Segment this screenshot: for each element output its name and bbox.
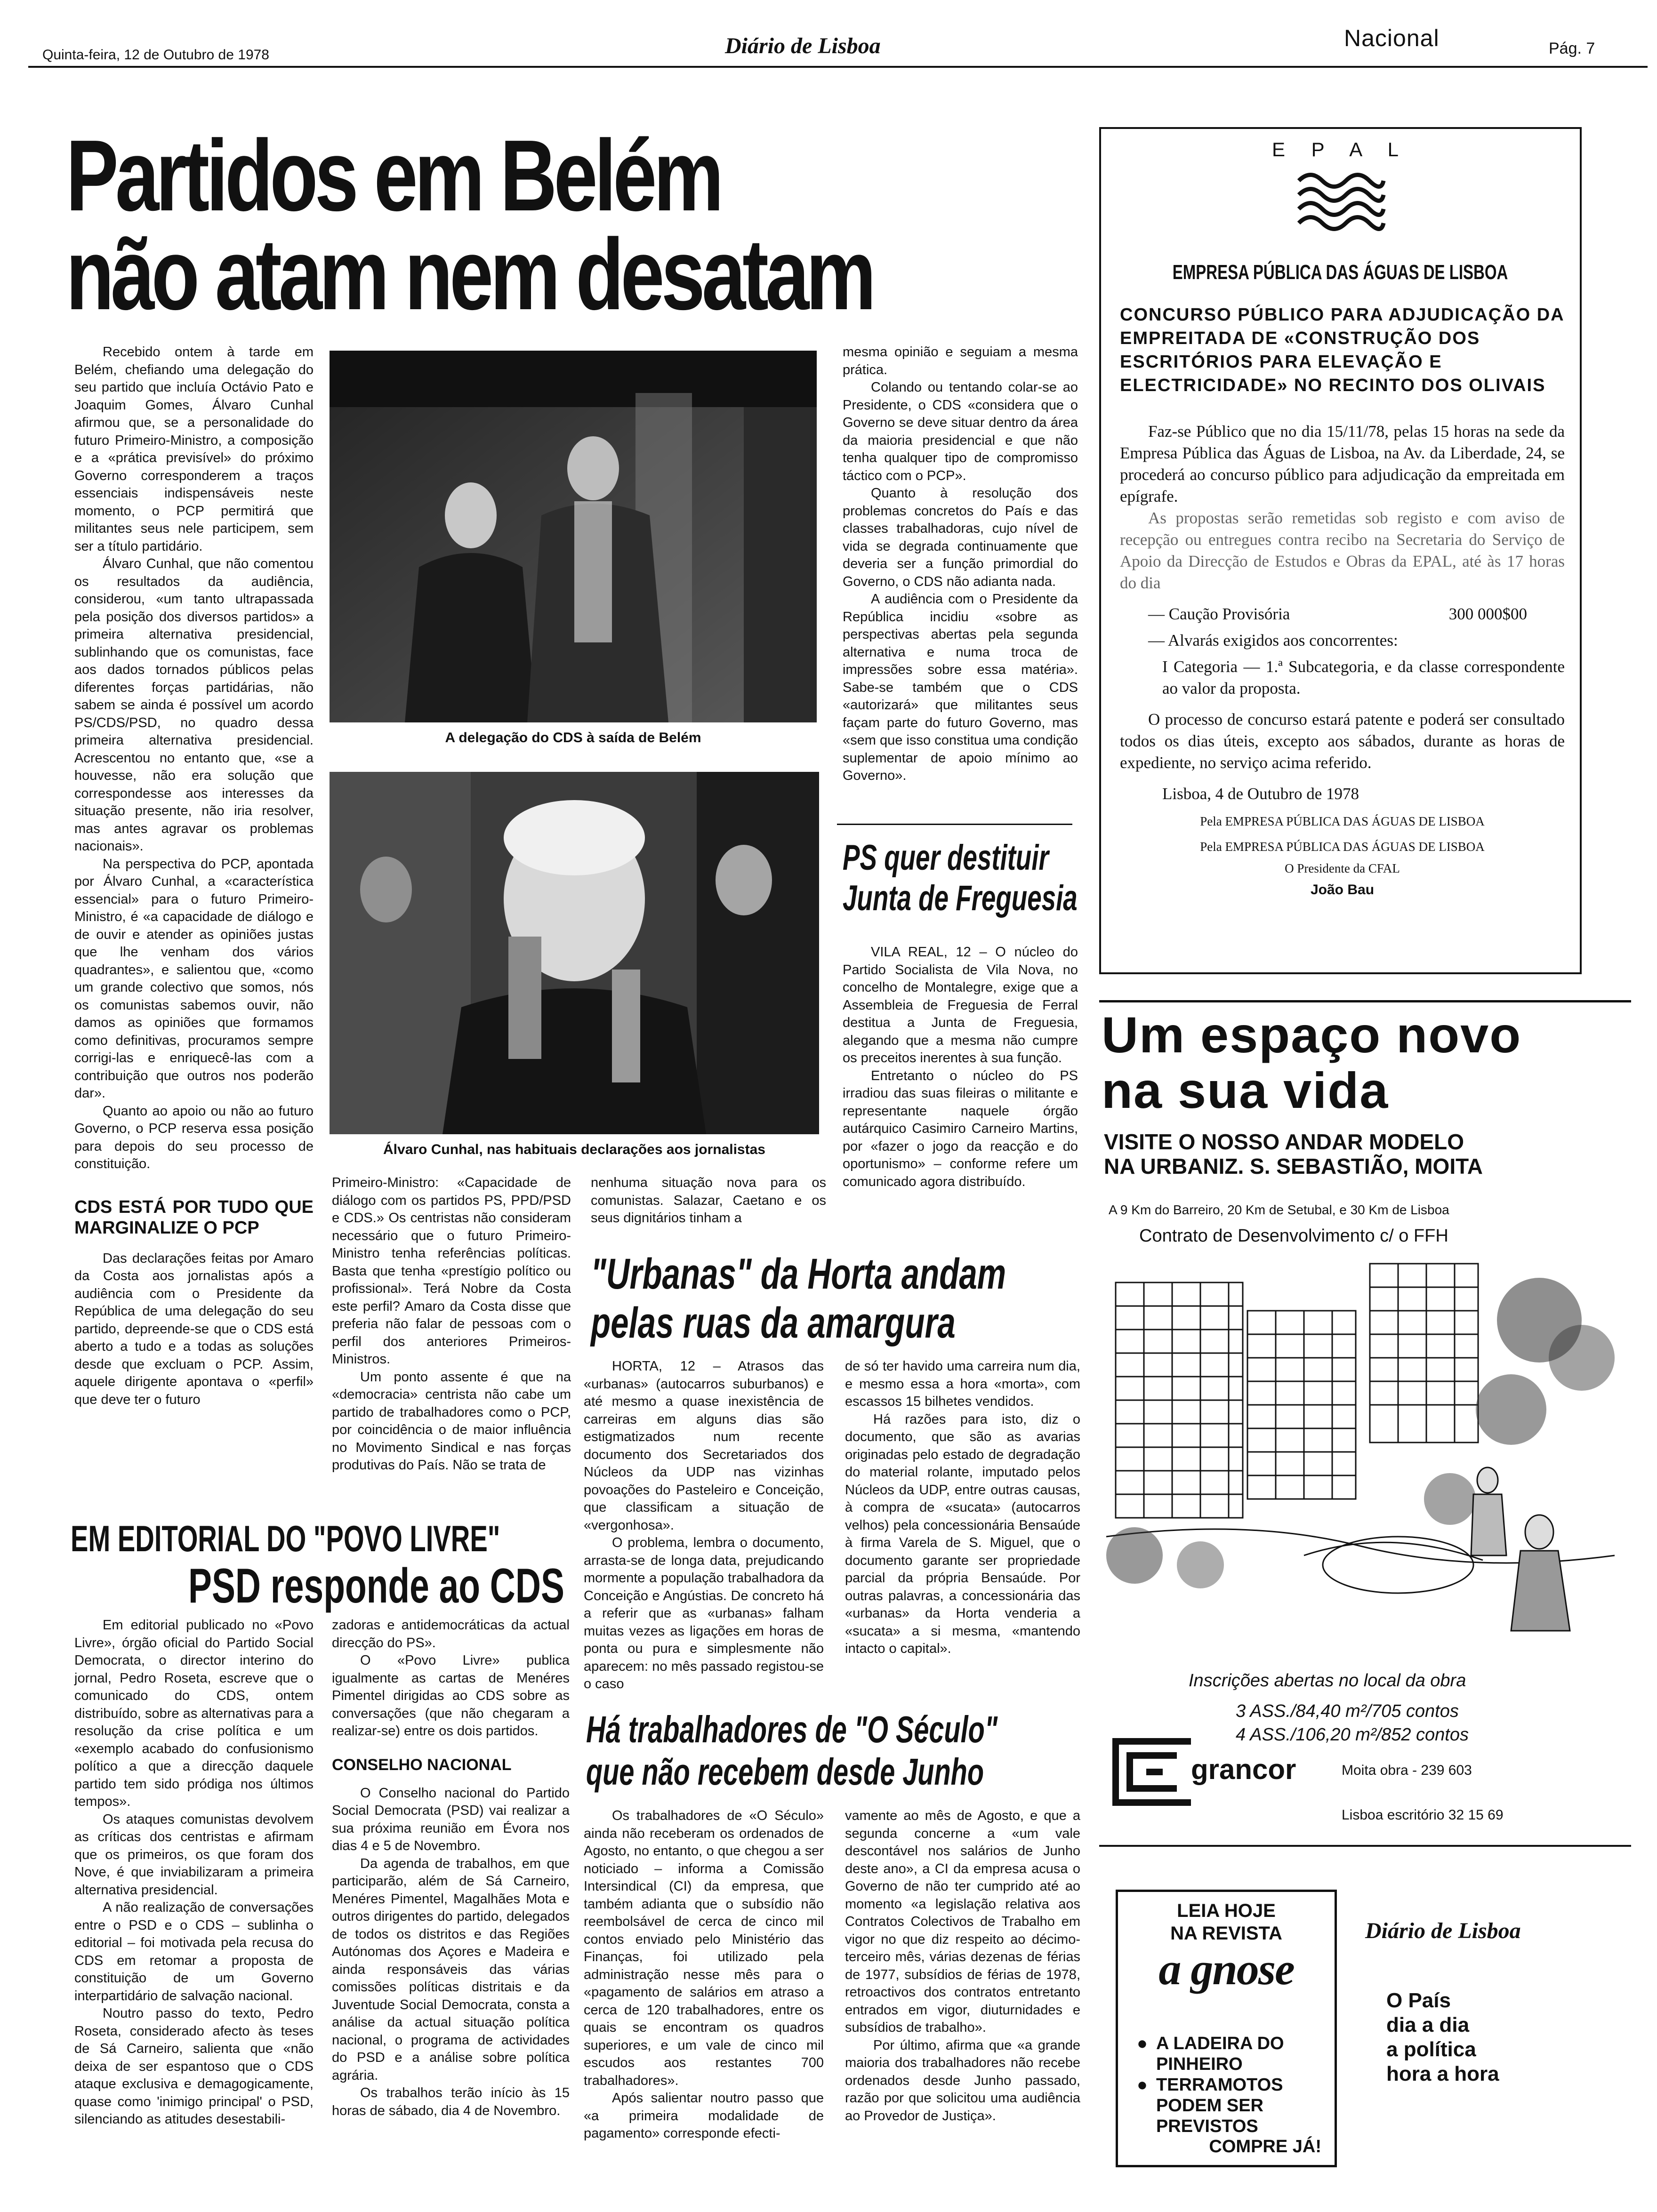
psd-headline: [71, 1518, 570, 1613]
epal-sig1: Pela EMPRESA PÚBLICA DAS ÁGUAS DE LISBOA: [1200, 814, 1485, 828]
paragraph: Na perspectiva do PCP, apontada por Álvaro Cunhal, a «característica essencial» para o futuro Primeiro-Ministro, é «a capacidade de diálogo e de ouvir e atender as opiniões justas que lhe venham dos vários quadrantes», e salientou que, «como um grande colectivo que somos, nós os comunistas sabemos ouvir, não damos as opiniões que formamos como definitivas, procuramos sempre corrigi-las e enriquecê-las com a contribuição que outros nos poderão dar».: [74, 856, 314, 1101]
grancor-illustration: [1106, 1254, 1615, 1659]
grancor-logo-icon: [1111, 1737, 1196, 1810]
bullet-icon: ●: [1137, 2075, 1148, 2095]
epal-caucao-row: [1120, 603, 1565, 625]
epal-ad: [1099, 127, 1582, 974]
epal-alvaras: — Alvarás exigidos aos concorrentes:: [1148, 631, 1398, 649]
ps-headline-line1: PS quer destituir: [843, 838, 1049, 878]
grancor-phone2: Lisboa escritório 32 15 69: [1342, 1807, 1504, 1823]
grancor-headline: [1102, 1007, 1521, 1118]
photo2-caption: Álvaro Cunhal, nas habituais declarações aos jornalistas: [383, 1142, 765, 1157]
urbanas-headline-line2: pelas ruas da amargura: [591, 1299, 956, 1347]
paragraph: VILA REAL, 12 – O núcleo do Partido Socialista de Vila Nova, no concelho de Montalegre, exige que a Assembleia de Freguesia de Ferral destitua a Junta de Freguesia, alegando que a mesma não cumpre os preceitos inerentes à sua função.: [843, 945, 1078, 1066]
section-name: Nacional: [1344, 25, 1440, 51]
paragraph: O Conselho nacional do Partido Social Democrata (PSD) vai realizar a sua próxima reunião em Évora nos dias 4 e 5 de Novembro.: [332, 1785, 570, 1853]
header-rule: [28, 66, 1648, 68]
epal-body2: As propostas serão remetidas sob registo e com aviso de recepção ou entregues contra recibo na Secretaria do Serviço de Apoio da Direcção de Estudos e Obras da EPAL, até às 17 horas do dia: [1120, 509, 1565, 592]
grancor-bottom-rule: [1099, 1845, 1631, 1847]
gnose-items: [1137, 2033, 1335, 2137]
seculo-col1: [584, 1807, 824, 2143]
paragraph: A não realização de conversações entre o PSD e o CDS – sublinha o editorial – foi motivada pela recusa do CDS em retomar a proposta de constituição de um Governo interpartidário de salvação nacional.: [74, 1900, 314, 2004]
paragraph: Um ponto assente é que na «democracia» centrista não cabe um partido de trabalhadores como o PCP, por coincidência o de maior influência no Movimento Sindical e nas forças produtivas do País. Não se trata de: [332, 1369, 571, 1473]
dl-promo-line1: O País: [1386, 1989, 1451, 2012]
paragraph: Há razões para isto, diz o documento, que são as avarias originadas pelo estado de degradação do material rolante, imputado pelos Núcleos da UDP, entre outras causas, à compra de «sucata» (autocarros velhos) pela concessionária Bensaúde à firma Varela de S. Miguel, que o documento garante ser propriedade parcial da própria Bensaúde. Por outras palavras, a concessionária das «urbanas» da Horta venderia a «sucata» a si mesma, «mantendo intacto o capital».: [845, 1411, 1080, 1656]
epal-sig2: Pela EMPRESA PÚBLICA DAS ÁGUAS DE LISBOA: [1200, 840, 1485, 854]
grancor-phone1: Moita obra - 239 603: [1342, 1763, 1472, 1778]
header-date: Quinta-feira, 12 de Outubro de 1978: [42, 47, 269, 63]
paragraph: Os trabalhadores de «O Século» ainda não receberam os ordenados de Agosto, no entanto, o que chegou a ser noticiado – informa a Comissão Intersindical (CI) da empresa, que também adianta que o subsídio não reembolsável de cerca de cinco mil contos enviado pelo Ministério das Finanças, foi utilizado pela administração nesse mês para o «pagamento de salários em atraso a cerca de 120 trabalhadores, entre os quais se encontram os quadros superiores, e um vale de cinco mil escudos aos restantes 700 trabalhadores».: [584, 1808, 824, 2088]
gnose-brand: a gnose: [1158, 1944, 1294, 1994]
paragraph: Entretanto o núcleo do PS irradiou das suas fileiras o militante e representante naquele órgão autárquico Casimiro Carneiro Martins, por «fazer o jogo da reacção e do oportunismo» – conforme refere um comunicado agora distribuído.: [843, 1068, 1078, 1189]
psd-col1: [74, 1617, 314, 2129]
paragraph: Colando ou tentando colar-se ao Presidente, o CDS «considera que o Governo se deve situar dentro da área da maioria presidencial e que não tenha qualquer tipo de compromisso táctico com o PCP».: [843, 380, 1078, 483]
epal-letters: E P A L: [1271, 138, 1409, 160]
urbanas-col2: [845, 1358, 1080, 1658]
ps-rule: [837, 824, 1072, 825]
epal-body1: Faz-se Público que no dia 15/11/78, pelas 15 horas na sede da Empresa Pública das Águas de Lisboa, na Av. da Liberdade, 24, se procederá ao concurso público para adjudicação da empreitada em epígrafe.: [1120, 422, 1565, 505]
dl-promo-line2: dia a dia: [1386, 2013, 1470, 2036]
epal-date: Lisboa, 4 de Outubro de 1978: [1162, 785, 1359, 803]
urbanas-headline: [591, 1250, 1144, 1347]
main-headline-line1: Partidos em Belém: [66, 119, 721, 232]
psd-kicker: EM EDITORIAL DO "POVO LIVRE": [71, 1518, 500, 1559]
grancor-price2: 4 ASS./106,20 m²/852 contos: [1236, 1725, 1469, 1745]
paragraph: Noutro passo do texto, Pedro Roseta, considerado afecto às teses de Sá Carneiro, salienta que «não deixa de ser espantoso que o CDS ataque exclusiva e demagogicamente, quase como 'inimigo principal' o PSD, silenciando as atitudes desestabili-: [74, 2006, 314, 2127]
urbanas-headline-line1: "Urbanas" da Horta andam: [591, 1250, 1006, 1298]
paragraph: O «Povo Livre» publica igualmente as cartas de Menéres Pimentel dirigidas ao CDS sobre as conversações (que não chegaram a realizar-se) entre os dois partidos.: [332, 1653, 570, 1739]
paragraph: Os ataques comunistas devolvem as críticas dos centristas e afirmam que os primeiros, os que foram dos Nove, é que inviabilizaram a primeira alternativa presidencial.: [74, 1811, 314, 1898]
paragraph: Por último, afirma que «a grande maioria dos trabalhadores não recebe ordenados desde Junho passado, razão por que solicitou uma audiência ao Provedor de Justiça».: [845, 2037, 1080, 2124]
paragraph: Recebido ontem à tarde em Belém, chefiando uma delegação do seu partido que incluía Octávio Pato e Joaquim Gomes, Álvaro Cunhal afirmou que, se a personalidade do futuro Primeiro-Ministro, a composição e a «prática previsível» do próximo Governo corresponderem a traços essenciais indispensáveis neste momento, o PCP permitirá que militantes seus nele participem, sem ser a título partidário.: [74, 345, 314, 554]
main-col3b: [591, 1174, 826, 1227]
seculo-headline-line1: Há trabalhadores de "O Século": [586, 1708, 998, 1750]
paragraph: Álvaro Cunhal, que não comentou os resultados da audiência, considerou, «um tanto ultrapassada pela posição dos diversos partidos» a primeira alternativa presidencial, sublinhando que os comunistas, face aos dados tornados públicos pelas diferentes forças partidárias, não sabem se ainda é possível um acordo PS/CDS/PSD, no quadro dessa primeira alternativa presidencial. Acrescentou no entanto que, «se a houvesse, não era solução que correspondesse aos interesses da situação presente, não iria resolver, mas antes agravar os problemas nacionais».: [74, 556, 314, 854]
paragraph: Primeiro-Ministro: «Capacidade de diálogo com os partidos PS, PPD/PSD e CDS.» Os centristas não consideram necessário que o futuro Primeiro-Ministro tenha referências políticas. Basta que tenha «prestígio político ou profissional». Terá Nobre da Costa este perfil? Amaro da Costa disse que preferia não falar de pessoas com o perfil dos anteriores Primeiros-Ministros.: [332, 1175, 571, 1367]
paragraph: zadoras e antidemocráticas da actual direcção do PS».: [332, 1618, 570, 1651]
psd-col2: [332, 1617, 570, 2120]
grancor-contract: Contrato de Desenvolvimento c/ o FFH: [1139, 1226, 1448, 1246]
photo1-caption: A delegação do CDS à saída de Belém: [445, 730, 701, 745]
gnose-cta: COMPRE JÁ!: [1209, 2137, 1321, 2156]
paragraph: Da agenda de trabalhos, em que participarão, além de Sá Carneiro, Menéres Pimentel, Magalhães Mota e outros dirigentes do partido, delegados de todos os distritos e das Regiões Autónomas dos Açores e Madeira e ainda responsáveis das várias comissões políticas distritais e da Juventude Social Democrata, consta a análise da actual situação política nacional, o programa de actividades do PSD e a análise sobre política agrária.: [332, 1856, 570, 2083]
urbanas-col1: [584, 1358, 824, 1693]
grancor-top-rule: [1099, 1000, 1631, 1002]
paragraph: O problema, lembra o documento, arrasta-se de longa data, prejudicando mormente a população trabalhadora da Conceição e Angústias. De concreto há a referir que as «urbanas» falham muitas vezes as ligações em horas de ponta ou pura e simplesmente não aparecem: no mês passado registou-se o caso: [584, 1535, 824, 1691]
main-headline: [66, 119, 1102, 331]
subhead-cds: CDS ESTÁ POR TUDO QUE MARGINALIZE O PCP: [74, 1197, 314, 1238]
gnose-item: ● TERRAMOTOS PODEM SER PREVISTOS: [1137, 2075, 1283, 2136]
main-col3a: [843, 344, 1078, 785]
paragraph: Quanto à resolução dos problemas concretos do País e das classes trabalhadoras, cujo nível de vida se degrada continuamente que deveria ser a função primordial do Governo, o CDS não adianta nada.: [843, 486, 1078, 589]
main-col2: [332, 1174, 571, 1475]
paragraph: nenhuma situação nova para os comunistas. Salazar, Caetano e os seus dignitários tinham a: [591, 1175, 826, 1226]
grancor-inscricoes: Inscrições abertas no local da obra: [1189, 1671, 1466, 1691]
subhead-conselho: CONSELHO NACIONAL: [332, 1755, 512, 1774]
grancor-headline-line2: na sua vida: [1102, 1062, 1389, 1119]
grancor-headline-line1: Um espaço novo: [1102, 1006, 1522, 1063]
epal-body: [1120, 421, 1565, 901]
paragraph: Das declarações feitas por Amaro da Costa aos jornalistas após a audiência com o Presidente da República de uma delegação do seu partido, depreende-se que o CDS está aberto a tudo e a todas as soluções desde que excluam o PCP. Assim, aquele dirigente apontava o «perfil» que deve ter o futuro: [74, 1250, 314, 1407]
epal-sig3: O Presidente da CFAL: [1285, 861, 1400, 875]
paragraph: Quanto ao apoio ou não ao futuro Governo, o PCP reserva essa posição para depois do seu processo de constituição.: [74, 1103, 314, 1171]
epal-caucao-label: — Caução Provisória: [1148, 605, 1290, 623]
grancor-distance: A 9 Km do Barreiro, 20 Km de Setubal, e 30 Km de Lisboa: [1109, 1202, 1449, 1217]
dl-promo-masthead: Diário de Lisboa: [1365, 1918, 1521, 1943]
paragraph: Após salientar noutro passo que «a primeira modalidade de pagamento» corresponde efecti-: [584, 2091, 824, 2141]
seculo-headline: [586, 1708, 1158, 1793]
masthead: Diário de Lisboa: [725, 33, 881, 58]
paragraph: de só ter havido uma carreira num dia, e mesmo essa a hora «morta», com escassos 15 bilhetes vendidos.: [845, 1359, 1080, 1409]
photo-cunhal: [330, 772, 819, 1134]
epal-logo-icon: [1294, 167, 1388, 244]
ps-body: [843, 944, 1078, 1191]
epal-title: CONCURSO PÚBLICO PARA ADJUDICAÇÃO DA EMPREITADA DE «CONSTRUÇÃO DOS ESCRITÓRIOS PARA ELEVAÇÃO E ELECTRICIDADE» NO RECINTO DOS OLIVAIS: [1120, 305, 1564, 395]
epal-body3: O processo de concurso estará patente e poderá ser consultado todos os dias úteis, excepto aos sábados, durante as horas de expediente, no serviço acima referido.: [1120, 710, 1565, 772]
paragraph: HORTA, 12 – Atrasos das «urbanas» (autocarros suburbanos) e até mesmo a quase inexistência de carreiras em alguns dias são estigmatizados num recente documento dos Secretariados dos Núcleos da UDP nas vizinhas povoações do Pasteleiro e Conceição, que classificam a situação de «vergonhosa».: [584, 1359, 824, 1533]
bullet-icon: ●: [1137, 2034, 1148, 2053]
paragraph: Os trabalhos terão início às 15 horas de sábado, dia 4 de Novembro.: [332, 2085, 570, 2118]
page-number: Pág. 7: [1549, 40, 1595, 57]
grancor-price1: 3 ASS./84,40 m²/705 contos: [1236, 1701, 1459, 1721]
epal-caucao-value: 300 000$00: [1448, 605, 1527, 623]
grancor-visit: [1104, 1130, 1483, 1178]
psd-headline-main: PSD responde ao CDS: [188, 1559, 564, 1613]
paragraph: A audiência com o Presidente da República incidiu «sobre as perspectivas abertas pela segunda alternativa e numa troca de impressões sobre essa matéria». Sabe-se também que o CDS «autorizará» que militantes seus façam parte do futuro Governo, mas «sem que isso constitua uma condição suplementar de apoio mínimo ao Governo».: [843, 592, 1078, 783]
gnose-line1: LEIA HOJE: [1177, 1900, 1276, 1921]
epal-signer: João Bau: [1310, 882, 1375, 898]
epal-company: EMPRESA PÚBLICA DAS ÁGUAS DE LISBOA: [1173, 261, 1508, 284]
seculo-headline-line2: que não recebem desde Junho: [586, 1751, 984, 1793]
ps-headline-line2: Junta de Freguesia: [843, 878, 1078, 918]
grancor-visit-line1: VISITE O NOSSO ANDAR MODELO: [1104, 1130, 1464, 1154]
paragraph: vamente ao mês de Agosto, e que a segunda concerne a «um vale descontável nos salários de Junho deste ano», a CI da empresa acusa o Governo de não ter cumprido até ao momento «a legislação relativa aos Contratos Colectivos de Trabalho em vigor no que diz respeito ao décimo-terceiro mês, várias dezenas de férias de 1977, subsídios de férias de 1978, retroactivos dos contratos entretanto entrados em vigor, diuturnidades e subsídios de trabalho».: [845, 1808, 1080, 2035]
dl-promo-text: [1386, 1988, 1499, 2086]
dl-promo-line3: a política: [1386, 2038, 1476, 2061]
seculo-col2: [845, 1807, 1080, 2125]
main-col1: [74, 344, 314, 1409]
gnose-line2: NA REVISTA: [1170, 1923, 1282, 1944]
dl-promo-line4: hora a hora: [1386, 2062, 1499, 2085]
grancor-brand: grancor: [1191, 1754, 1296, 1785]
main-headline-line2: não atam nem desatam: [66, 217, 873, 331]
grancor-visit-line2: NA URBANIZ. S. SEBASTIÃO, MOITA: [1104, 1154, 1483, 1178]
gnose-item: ● A LADEIRA DO PINHEIRO: [1137, 2034, 1284, 2074]
paragraph: mesma opinião e seguiam a mesma prática.: [843, 345, 1078, 377]
gnose-ad: [1116, 1890, 1337, 2167]
paragraph: Em editorial publicado no «Povo Livre», órgão oficial do Partido Social Democrata, o director interino do jornal, Pedro Roseta, escreve que o comunicado do CDS, ontem distribuído, sobre as alternativas para a resolução da crise política e um «exemplo acabado do confusionismo político a que a direcção daquele partido tem sido pródiga nos últimos tempos».: [74, 1618, 314, 1809]
epal-categoria: I Categoria — 1.ª Subcategoria, e da classe correspondente ao valor da proposta.: [1162, 657, 1565, 697]
photo-cds-delegation: [330, 351, 817, 722]
